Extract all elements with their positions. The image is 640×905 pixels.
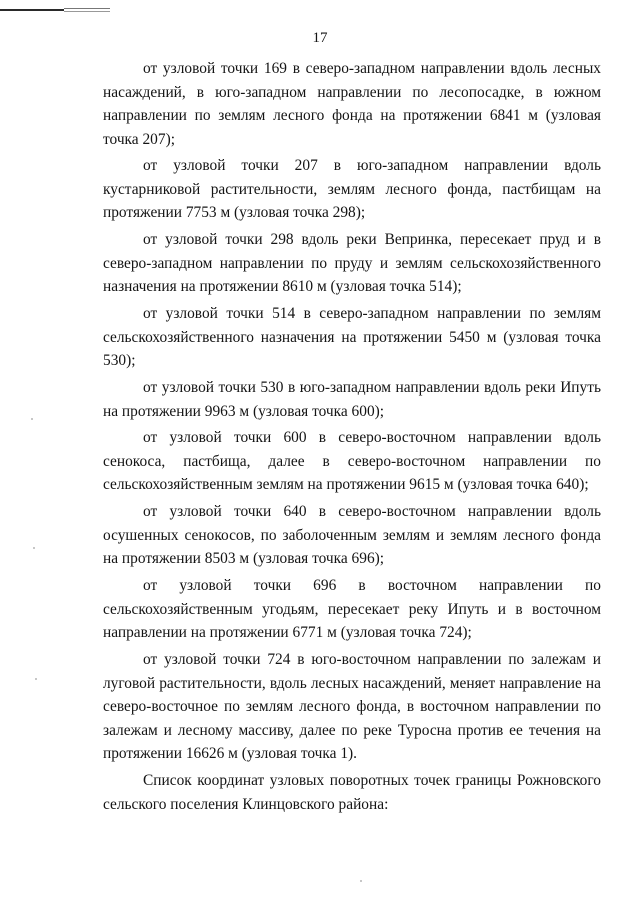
paragraph-segment-600: от узловой точки 600 в северо-восточном направлении вдоль сенокоса, пастбища, далее в северо-восточном направлении по сельскохозяйственным землям на протяжении 9615 м (узловая точка 640);: [103, 429, 601, 494]
paragraph-segment-169: от узловой точки 169 в северо-западном направлении вдоль лесных насаждений, в юго-западном направлении по лесопосадке, в южном направлении по землям лесного фонда на протяжении 6841 м (узловая точка 207);: [103, 60, 601, 148]
scan-dust: [31, 418, 33, 420]
scan-dust: [360, 880, 362, 882]
scan-edge-mark: [64, 8, 110, 9]
document-body: [103, 57, 601, 816]
paragraph-segment-530: от узловой точки 530 в юго-западном направлении вдоль реки Ипуть на протяжении 9963 м (узловая точка 600);: [103, 379, 601, 420]
paragraph-segment-298: от узловой точки 298 вдоль реки Вепринка, пересекает пруд и в северо-западном направлении по пруду и землям сельскохозяйственного назначения на протяжении 8610 м (узловая точка 514);: [103, 231, 601, 296]
paragraph-segment-640: от узловой точки 640 в северо-восточном направлении вдоль осушенных сенокосов, по заболоченным землям и землям лесного фонда на протяжении 8503 м (узловая точка 696);: [103, 503, 601, 568]
paragraph-segment-696: от узловой точки 696 в восточном направлении по сельскохозяйственным угодьям, пересекает реку Ипуть и в восточном направлении на протяжении 6771 м (узловая точка 724);: [103, 577, 601, 642]
paragraph-segment-207: от узловой точки 207 в юго-западном направлении вдоль кустарниковой растительности, землям лесного фонда, пастбищам на протяжении 7753 м (узловая точка 298);: [103, 157, 601, 222]
paragraph-coordinates-intro: Список координат узловых поворотных точек границы Рожновского сельского поселения Клинцовского района:: [103, 772, 601, 813]
scan-edge-mark: [0, 9, 64, 11]
paragraph-segment-724: от узловой точки 724 в юго-восточном направлении по залежам и луговой растительности, вдоль лесных насаждений, меняет направление на северо-восточное по землям лесного фонда, в восточном направлении по залежам и лесному массиву, далее по реке Туросна против ее течения на протяжении 16626 м (узловая точка 1).: [103, 651, 601, 763]
scan-dust: [35, 678, 37, 680]
page-number: 17: [312, 30, 328, 46]
scan-edge-mark: [64, 11, 110, 12]
paragraph-segment-514: от узловой точки 514 в северо-западном направлении по землям сельскохозяйственного назначения на протяжении 5450 м (узловая точка 530);: [103, 305, 601, 370]
scan-dust: [33, 547, 35, 549]
